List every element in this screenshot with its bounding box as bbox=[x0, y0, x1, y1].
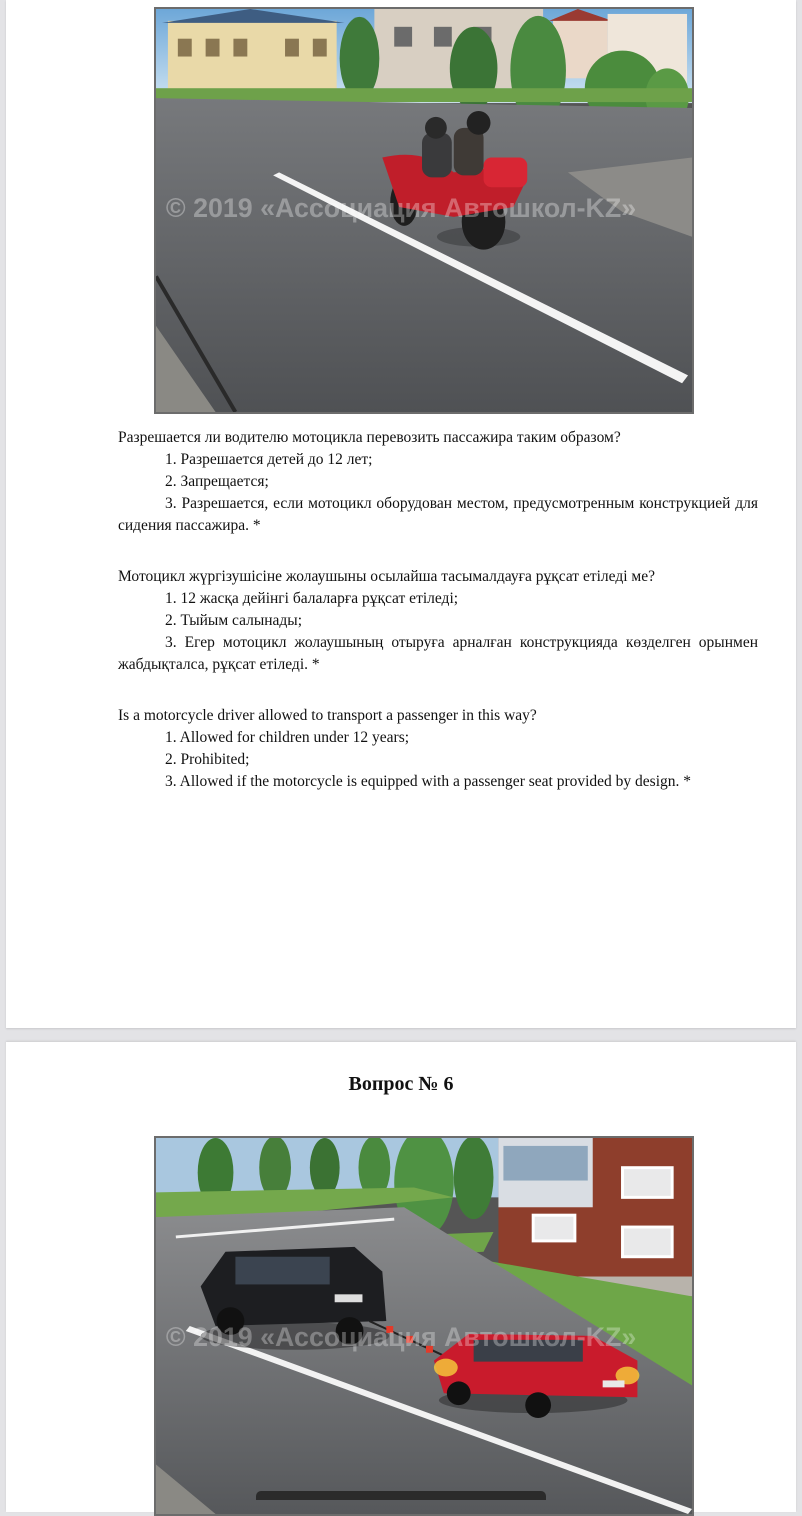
document-page-1 bbox=[6, 0, 796, 1028]
answer-option-3: 3. Allowed if the motorcycle is equipped with a passenger seat provided by design. * bbox=[165, 773, 692, 790]
question-kazakh bbox=[118, 566, 758, 676]
home-indicator-bar[interactable] bbox=[256, 1491, 546, 1500]
motorcycle-scene-image bbox=[156, 9, 692, 412]
question-english bbox=[118, 705, 758, 793]
answer-option-2: 2. Prohibited; bbox=[165, 751, 250, 768]
motorcycle-scene-illustration bbox=[154, 7, 694, 414]
question-text: Мотоцикл жүргізушісіне жолаушыны осылайша тасымалдауға рұқсат етіледі ме? bbox=[118, 568, 655, 585]
figure-watermark: © 2019 «Ассоциация Автошкол-KZ» bbox=[165, 192, 637, 223]
answer-option-2: 2. Тыйым салынады; bbox=[165, 612, 303, 629]
question-russian bbox=[118, 427, 758, 537]
answer-option-3: 3. Разрешается, если мотоцикл оборудован местом, предусмотренным конструкцией для сидения пассажира. * bbox=[118, 495, 758, 534]
answer-option-3: 3. Егер мотоцикл жолаушының отыруға арналған конструкцияда көзделген орынмен жабдықталса, рұқсат етіледі. * bbox=[118, 634, 758, 673]
question-heading: Вопрос № 6 bbox=[348, 1073, 454, 1095]
answer-option-1: 1. 12 жасқа дейінгі балаларға рұқсат етіледі; bbox=[165, 590, 459, 607]
document-page-2 bbox=[6, 1042, 796, 1512]
figure-watermark: © 2019 «Ассоциация Автошкол-KZ» bbox=[165, 1321, 637, 1352]
towing-scene-image bbox=[156, 1138, 692, 1514]
question-text: Is a motorcycle driver allowed to transport a passenger in this way? bbox=[118, 707, 537, 724]
answer-option-1: 1. Allowed for children under 12 years; bbox=[165, 729, 410, 746]
answer-option-1: 1. Разрешается детей до 12 лет; bbox=[165, 451, 373, 468]
answer-option-2: 2. Запрещается; bbox=[165, 473, 269, 490]
towing-scene-illustration bbox=[154, 1136, 694, 1516]
question-text: Разрешается ли водителю мотоцикла перевозить пассажира таким образом? bbox=[118, 429, 621, 446]
